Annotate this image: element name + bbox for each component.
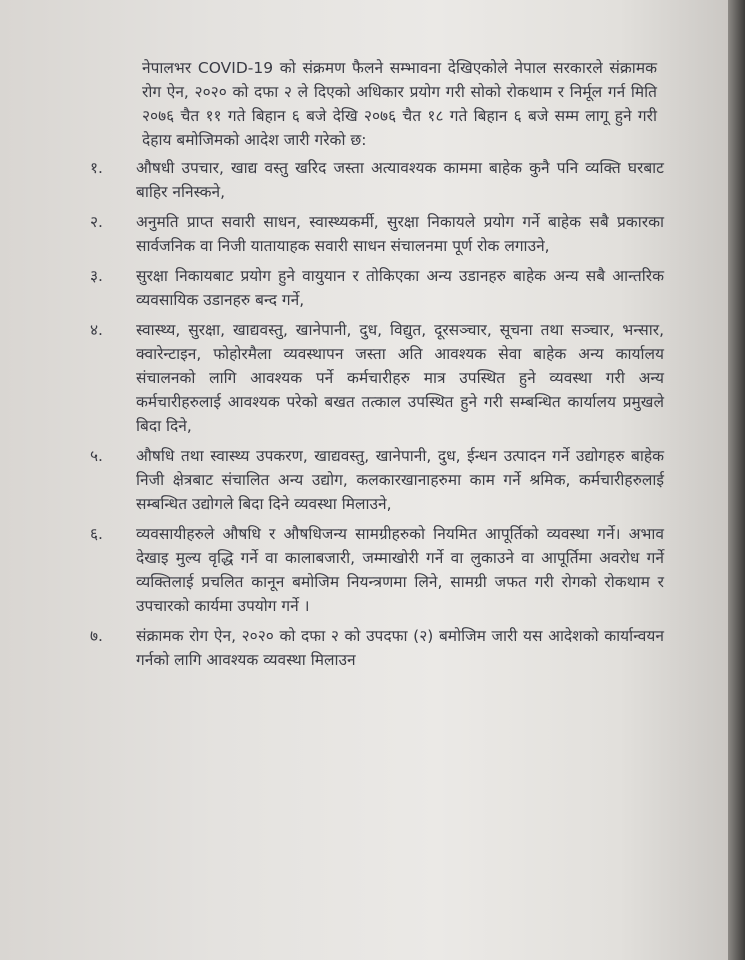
item-text: व्यवसायीहरुले औषधि र औषधिजन्य सामग्रीहरुको नियमित आपूर्तिको व्यवस्था गर्ने। अभाव देखाइ मुल्य वृद्धि गर्ने वा कालाबजारी, जम्माखोरी गर्ने वा लुकाउने वा आपूर्तिमा अवरोध गर्ने व्यक्तिलाई प्रचलित कानून बमोजिम नियन्त्रणमा लिने, सामग्री जफत गरी रोगको रोकथाम र उपचारको कार्यमा उपयोग गर्ने ।: [136, 525, 664, 615]
item-number: २.: [90, 213, 103, 231]
document-body: [80, 56, 680, 678]
item-text: औषधि तथा स्वास्थ्य उपकरण, खाद्यवस्तु, खानेपानी, दुध, ईन्धन उत्पादन गर्ने उद्योगहरु बाहेक निजी क्षेत्रबाट संचालित अन्य उद्योग, कलकारखानाहरुमा काम गर्ने श्रमिक, कर्मचारीहरुलाई सम्बन्धित उद्योगले बिदा दिने व्यवस्था मिलाउने,: [136, 447, 664, 513]
item-text: सुरक्षा निकायबाट प्रयोग हुने वायुयान र तोकिएका अन्य उडानहरु बाहेक अन्य सबै आन्तरिक व्यवसायिक उडानहरु बन्द गर्ने,: [136, 267, 664, 309]
list-item: [80, 444, 680, 516]
intro-paragraph: नेपालभर COVID-19 को संक्रमण फैलने सम्भावना देखिएकोले नेपाल सरकारले संक्रामक रोग ऐन, २०२० को दफा २ ले दिएको अधिकार प्रयोग गरी सोको रोकथाम र निर्मूल गर्न मिति २०७६ चैत ११ गते बिहान ६ बजे देखि २०७६ चैत १८ गते बिहान ६ बजे सम्म लागू हुने गरी देहाय बमोजिमको आदेश जारी गरेको छ:: [142, 59, 657, 149]
item-number: ५.: [90, 447, 103, 465]
item-number: १.: [90, 159, 103, 177]
item-number: ६.: [90, 525, 103, 543]
item-text: अनुमति प्राप्त सवारी साधन, स्वास्थ्यकर्मी, सुरक्षा निकायले प्रयोग गर्ने बाहेक सबै प्रकारका सार्वजनिक वा निजी यातायाहक सवारी साधन संचालनमा पूर्ण रोक लगाउने,: [136, 213, 664, 255]
item-text: स्वास्थ्य, सुरक्षा, खाद्यवस्तु, खानेपानी, दुध, विद्युत, दूरसञ्चार, सूचना तथा सञ्चार, भन्सार, क्वारेन्टाइन, फोहोरमैला व्यवस्थापन जस्ता अति आवश्यक सेवा बाहेक अन्य कार्यालय संचालनको लागि आवश्यक पर्ने कर्मचारीहरु मात्र उपस्थित हुने व्यवस्था गरी अन्य कर्मचारीहरुलाई आवश्यक परेको बखत तत्काल उपस्थित हुने गरी सम्बन्धित कार्यालय प्रमुखले बिदा दिने,: [136, 321, 664, 435]
list-item: [80, 624, 680, 672]
list-item: [80, 522, 680, 618]
item-number: ४.: [90, 321, 103, 339]
list-item: [80, 210, 680, 258]
item-number: ७.: [90, 627, 103, 645]
item-text: संक्रामक रोग ऐन, २०२० को दफा २ को उपदफा (२) बमोजिम जारी यस आदेशको कार्यान्वयन गर्नको लागि आवश्यक व्यवस्था मिलाउन: [136, 627, 664, 669]
list-item: [80, 318, 680, 438]
list-item: [80, 264, 680, 312]
item-text: औषधी उपचार, खाद्य वस्तु खरिद जस्ता अत्यावश्यक काममा बाहेक कुनै पनि व्यक्ति घरबाट बाहिर ननिस्कने,: [136, 159, 664, 201]
list-item: [80, 156, 680, 204]
item-number: ३.: [90, 267, 103, 285]
page-edge-shadow: [728, 0, 745, 960]
